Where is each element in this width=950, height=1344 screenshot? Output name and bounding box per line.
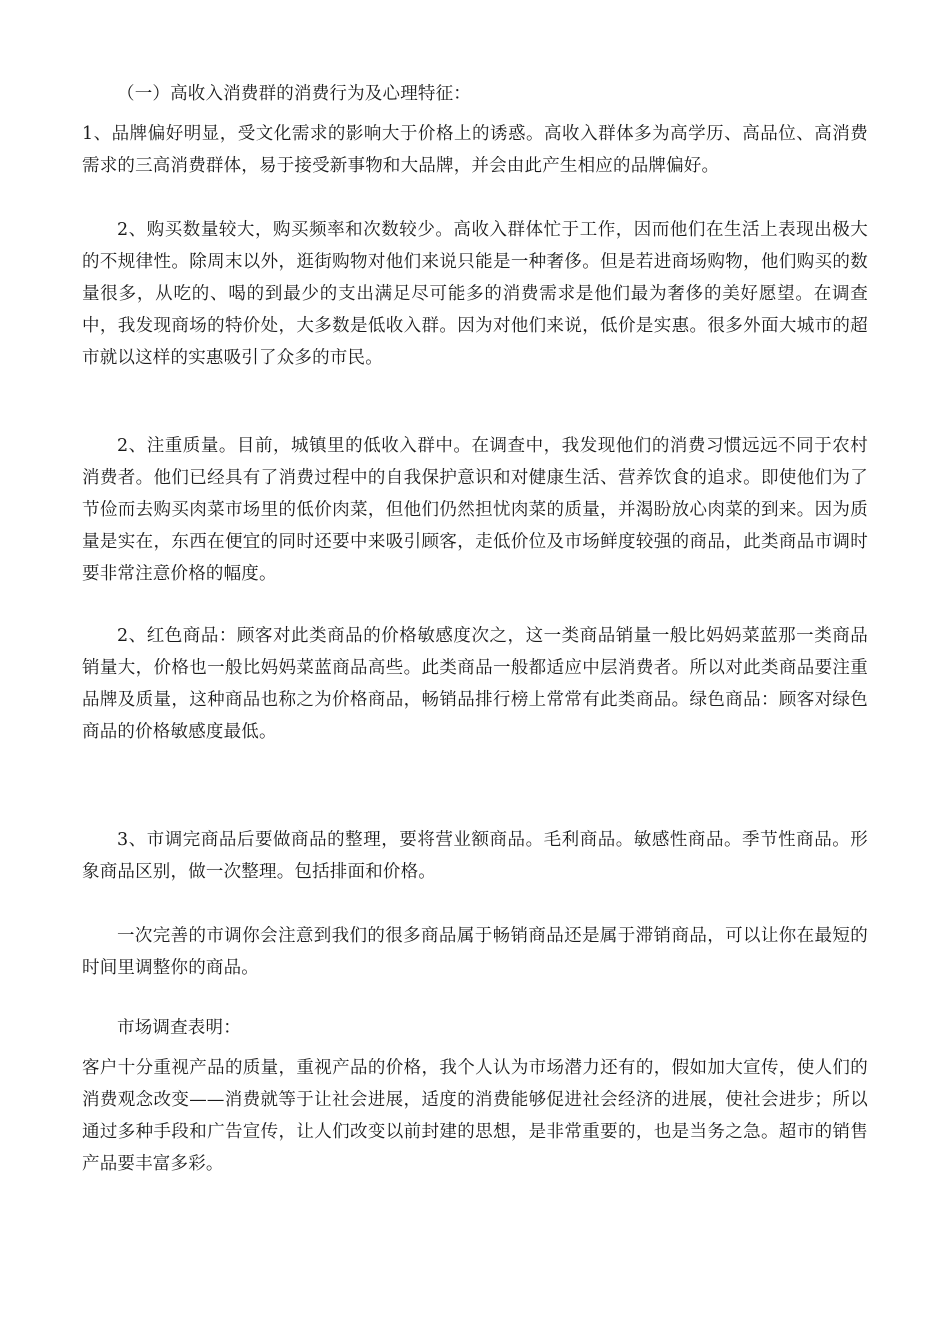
- paragraph-red-goods: 2、红色商品：顾客对此类商品的价格敏感度次之，这一类商品销量一般比妈妈菜蓝那一类商品销量大，价格也一般比妈妈菜蓝商品高些。此类商品一般都适应中层消费者。所以对此类商品要注重品牌及质量，这种商品也称之为价格商品，畅销品排行榜上常常有此类商品。绿色商品：顾客对绿色商品的价格敏感度最低。: [82, 626, 868, 742]
- paragraph-conclusion: 客户十分重视产品的质量，重视产品的价格，我个人认为市场潜力还有的，假如加大宣传，使人们的消费观念改变——消费就等于让社会进展，适度的消费能够促进社会经济的进展，使社会进步；所以通过多种手段和广告宣传，让人们改变以前封建的思想，是非常重要的，也是当务之急。超市的销售产品要丰富多彩。: [82, 1058, 868, 1174]
- paragraph-brand-preference: 1、品牌偏好明显，受文化需求的影响大于价格上的诱惑。高收入群体多为高学历、高品位、高消费需求的三高消费群体，易于接受新事物和大品牌，并会由此产生相应的品牌偏好。: [82, 124, 868, 176]
- paragraph-complete-survey: 一次完善的市调你会注意到我们的很多商品属于畅销商品还是属于滞销商品，可以让你在最短的时间里调整你的商品。: [82, 926, 868, 978]
- paragraph-survey-shows: 市场调查表明：: [117, 1018, 241, 1038]
- paragraph-quality: 2、注重质量。目前，城镇里的低收入群中。在调查中，我发现他们的消费习惯远远不同于农村消费者。他们已经具有了消费过程中的自我保护意识和对健康生活、营养饮食的追求。即使他们为了节俭而去购买肉菜市场里的低价肉菜，但他们仍然担忧肉菜的质量，并渴盼放心肉菜的到来。因为质量是实在，东西在便宜的同时还要中来吸引顾客，走低价位及市场鲜度较强的商品，此类商品市调时要非常注意价格的幅度。: [82, 436, 868, 584]
- paragraph-purchase-volume: 2、购买数量较大，购买频率和次数较少。高收入群体忙于工作，因而他们在生活上表现出极大的不规律性。除周末以外，逛街购物对他们来说只能是一种奢侈。但是若进商场购物，他们购买的数量很多，从吃的、喝的到最少的支出满足尽可能多的消费需求是他们最为奢侈的美好愿望。在调查中，我发现商场的特价处，大多数是低收入群。因为对他们来说，低价是实惠。很多外面大城市的超市就以这样的实惠吸引了众多的市民。: [82, 220, 868, 368]
- paragraph-sorting: 3、市调完商品后要做商品的整理，要将营业额商品。毛利商品。敏感性商品。季节性商品。形象商品区别，做一次整理。包括排面和价格。: [82, 830, 868, 882]
- section-heading: （一）高收入消费群的消费行为及心理特征：: [117, 84, 471, 104]
